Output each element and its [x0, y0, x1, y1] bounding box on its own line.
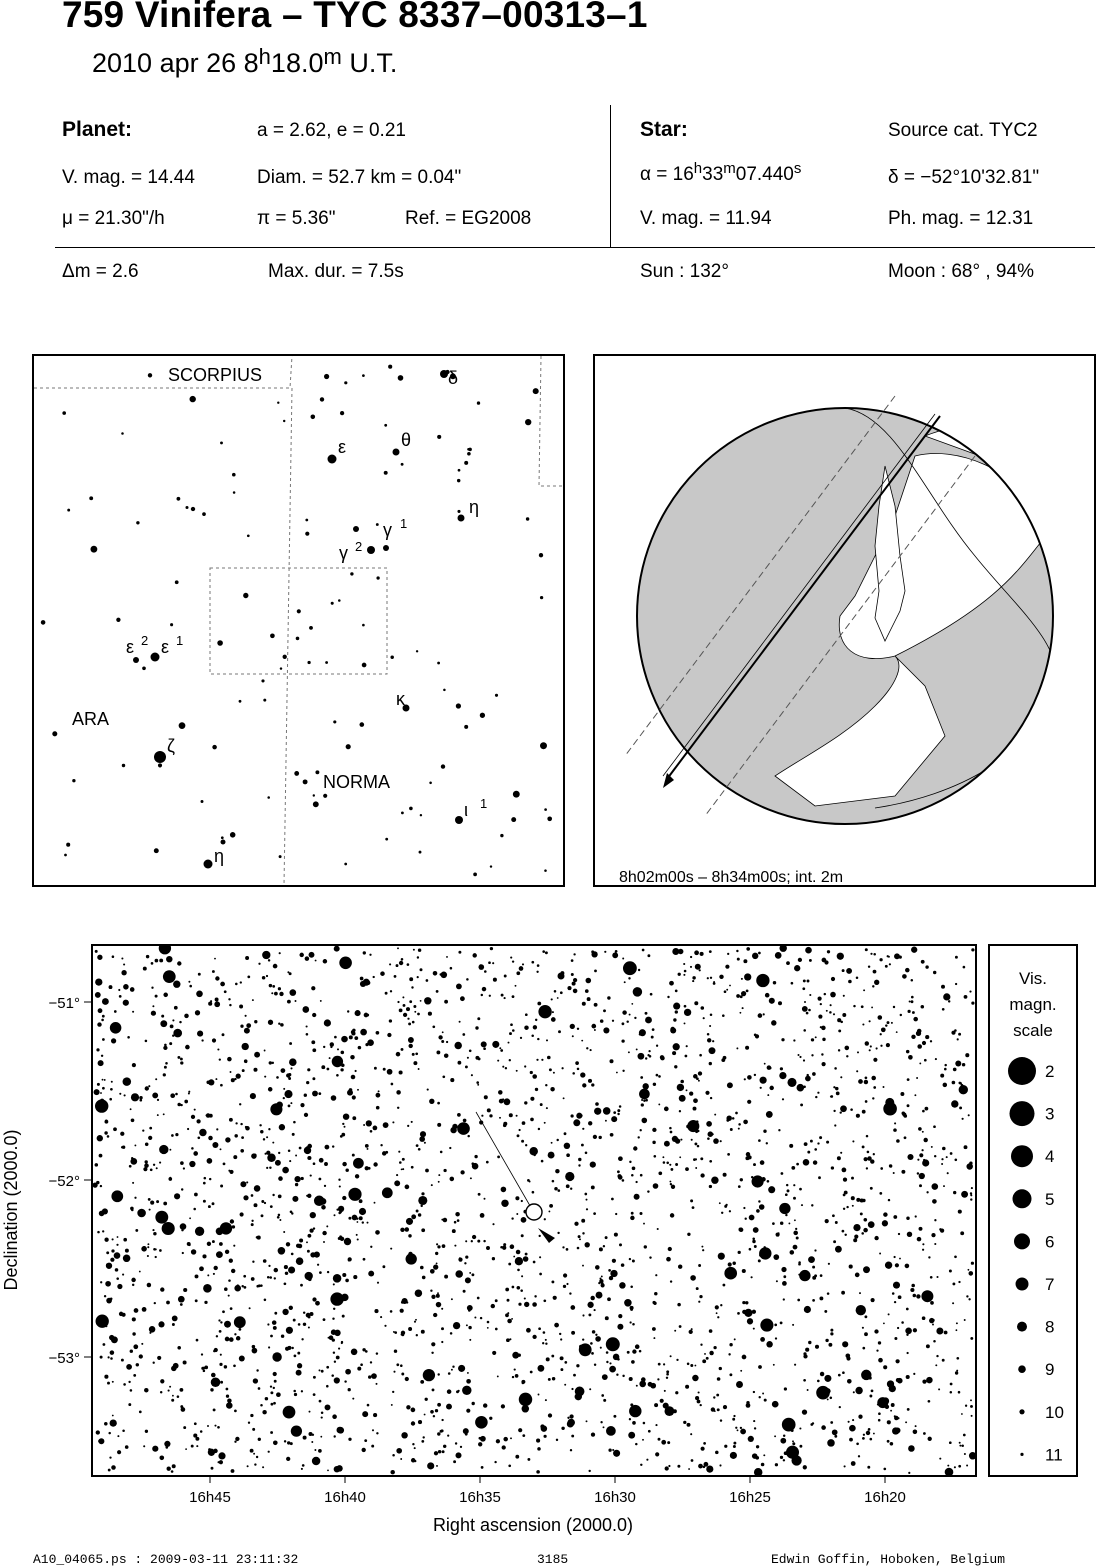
finder-star	[294, 771, 299, 776]
finder-star	[270, 633, 275, 638]
label-kappa: κ	[396, 689, 405, 709]
legend-magnitude-dot	[1020, 1453, 1023, 1456]
moon-elongation: Moon : 68° , 94%	[888, 261, 1034, 282]
label-eps1: ε	[161, 637, 170, 657]
finder-star	[477, 401, 480, 404]
finder-star	[544, 808, 547, 811]
planet-vmag: V. mag. = 14.44	[62, 167, 195, 188]
finder-star	[467, 452, 471, 456]
finder-star	[458, 469, 461, 472]
label-theta: θ	[401, 430, 412, 450]
finder-star	[175, 580, 179, 584]
legend-title: Vis.	[1018, 969, 1048, 988]
finder-star	[401, 463, 404, 466]
finder-star	[409, 807, 413, 811]
legend-magnitude-dot	[1011, 1145, 1033, 1167]
legend-title: scale	[1013, 1021, 1053, 1040]
planet-reference: Ref. = EG2008	[405, 208, 532, 229]
finder-star	[296, 637, 300, 641]
ra-tick-label: 16h35	[459, 1489, 501, 1506]
finder-named-star	[367, 546, 375, 554]
finder-star	[344, 863, 347, 866]
label-iota1: ι	[464, 800, 468, 820]
label-gamma2: γ	[339, 543, 348, 563]
finder-star	[62, 411, 66, 415]
finder-star	[525, 419, 531, 425]
finder-star	[362, 663, 367, 668]
finder-named-star	[204, 860, 213, 869]
finder-named-star	[455, 816, 463, 824]
finder-star	[202, 512, 206, 516]
constellation-scorpius: SCORPIUS	[168, 365, 263, 385]
finder-star	[490, 865, 492, 867]
finder-star	[344, 381, 347, 384]
finder-star	[500, 834, 503, 837]
label-eps2-index: 2	[141, 633, 149, 648]
legend-magnitude-dot	[1008, 1057, 1036, 1085]
finder-star	[267, 796, 270, 799]
legend-magnitude-label: 10	[1045, 1402, 1064, 1422]
globe-panel	[593, 354, 1096, 887]
finder-star	[170, 623, 173, 626]
finder-star	[116, 618, 120, 622]
finder-star	[324, 374, 329, 379]
finder-star	[464, 725, 468, 729]
finder-star	[303, 779, 308, 784]
finder-star	[136, 521, 139, 524]
finder-star	[384, 471, 388, 475]
finder-star	[121, 432, 124, 435]
label-zeta: ζ	[167, 736, 175, 756]
finder-star	[416, 650, 418, 652]
finder-star	[220, 441, 223, 444]
legend-title: magn.	[1009, 995, 1057, 1014]
finder-star	[350, 572, 353, 575]
ra-tick-label: 16h30	[594, 1489, 636, 1506]
label-delta: δ	[448, 368, 459, 388]
finder-star	[41, 620, 46, 625]
page-title: 759 Vinifera – TYC 8337–00313–1	[62, 0, 648, 35]
finder-star	[66, 843, 70, 847]
finder-star	[325, 661, 328, 664]
finder-star	[540, 742, 547, 749]
finder-star	[64, 854, 67, 857]
globe-svg	[595, 356, 1094, 885]
finder-star	[362, 374, 365, 377]
star-heading: Star:	[640, 118, 688, 141]
finder-star	[376, 523, 379, 526]
finder-star	[437, 435, 441, 439]
finder-star	[533, 388, 539, 394]
finder-star	[385, 838, 388, 841]
finder-star	[52, 731, 57, 736]
legend-magnitude-label: 9	[1045, 1360, 1055, 1380]
magnitude-legend-svg	[990, 946, 1076, 1475]
finder-named-star	[383, 545, 389, 551]
finder-named-star	[458, 515, 465, 522]
finder-star	[305, 532, 309, 536]
star-source-catalog: Source cat. TYC2	[888, 120, 1038, 141]
finder-star	[191, 507, 195, 511]
finder-star	[221, 836, 224, 839]
finder-star	[263, 699, 266, 702]
finder-star	[212, 745, 217, 750]
finder-named-star	[328, 455, 337, 464]
finder-star	[456, 703, 461, 708]
finder-star	[177, 497, 181, 501]
planet-parallax: π = 5.36"	[257, 208, 336, 229]
footer-author: Edwin Goffin, Hoboken, Belgium	[771, 1552, 1006, 1567]
legend-magnitude-dot	[1010, 1101, 1035, 1126]
finder-star	[311, 415, 316, 420]
label-eta-ara: η	[214, 846, 225, 866]
finder-star	[346, 744, 351, 749]
legend-magnitude-label: 5	[1045, 1189, 1055, 1209]
finder-star	[390, 655, 393, 658]
finder-star	[247, 534, 250, 537]
dec-tick-label: −53°	[48, 1350, 80, 1367]
finder-star	[437, 662, 440, 665]
finder-named-star	[221, 840, 226, 845]
finder-star	[239, 700, 242, 703]
legend-magnitude-dot	[1017, 1322, 1027, 1332]
finder-star	[384, 424, 387, 427]
label-iota1-index: 1	[480, 796, 488, 811]
finder-star	[429, 782, 432, 785]
finder-star	[473, 873, 477, 877]
finder-star	[154, 848, 159, 853]
chart-field-outline	[210, 568, 387, 674]
legend-magnitude-label: 2	[1045, 1062, 1055, 1081]
finder-star	[283, 420, 285, 422]
finder-star	[91, 546, 98, 553]
finder-star	[158, 763, 162, 767]
finder-star	[340, 411, 344, 415]
legend-magnitude-dot	[1014, 1233, 1030, 1249]
constellation-ara: ARA	[72, 709, 110, 729]
finder-star	[398, 375, 404, 381]
star-declination: δ = −52°10'32.81"	[888, 167, 1040, 188]
finder-star	[495, 694, 498, 697]
legend-magnitude-dot	[1018, 1365, 1026, 1373]
finder-star	[307, 661, 310, 664]
label-eta-sco: η	[469, 497, 480, 517]
finder-star	[313, 801, 319, 807]
finder-star	[261, 679, 264, 682]
finder-star	[277, 402, 279, 404]
finder-star	[376, 576, 379, 579]
finder-star	[297, 609, 301, 613]
star-chart-axes	[0, 940, 1096, 1568]
label-gamma2-index: 2	[355, 539, 363, 554]
constellation-norma: NORMA	[323, 772, 390, 792]
label-gamma1-index: 1	[400, 516, 408, 531]
finder-star	[72, 779, 75, 782]
finder-star	[179, 722, 186, 729]
event-date: 2010 apr 26	[92, 48, 237, 78]
legend-items	[1008, 1057, 1064, 1464]
finder-star	[540, 596, 543, 599]
finder-star	[420, 814, 422, 816]
finder-star	[283, 655, 287, 659]
dec-tick-label: −52°	[48, 1173, 80, 1190]
finder-star	[359, 722, 364, 727]
finder-star	[362, 624, 365, 627]
star-right-ascension: $\alpha = 16^h33^m07.440^s$	[640, 160, 802, 185]
finder-star	[333, 720, 336, 723]
finder-star	[323, 794, 327, 798]
finder-named-star	[154, 751, 166, 763]
finder-star	[67, 509, 70, 512]
info-column-divider	[610, 105, 611, 248]
planet-diameter: Diam. = 52.7 km = 0.04"	[257, 167, 462, 188]
finder-chart	[32, 354, 565, 887]
finder-star	[544, 869, 547, 872]
finder-star	[539, 553, 543, 557]
star-vmag: V. mag. = 11.94	[640, 208, 772, 229]
finder-star	[457, 479, 460, 482]
motion-arrow	[663, 773, 674, 788]
magnitude-drop: Δm = 2.6	[62, 261, 139, 282]
finder-star	[320, 397, 324, 401]
legend-magnitude-label: 7	[1045, 1275, 1055, 1294]
max-duration: Max. dur. = 7.5s	[268, 261, 404, 282]
finder-star	[315, 770, 319, 774]
sun-elongation: Sun : 132°	[640, 261, 729, 282]
finder-star	[313, 794, 315, 796]
event-datetime: 2010 apr 26 8$^h$18.0$^m$ U.T.	[92, 44, 398, 78]
ra-tick-label: 16h20	[864, 1489, 906, 1506]
magnitude-legend	[988, 944, 1078, 1477]
planet-motion: μ = 21.30"/h	[62, 208, 165, 229]
finder-star	[464, 461, 468, 465]
finder-star	[122, 764, 125, 767]
legend-magnitude-label: 4	[1045, 1147, 1055, 1167]
finder-star	[232, 473, 236, 477]
ra-tick-label: 16h40	[324, 1489, 366, 1506]
x-axis-label: Right ascension (2000.0)	[432, 1515, 634, 1535]
legend-magnitude-label: 11	[1045, 1445, 1063, 1465]
info-row-divider	[55, 247, 1095, 248]
label-eps2: ε	[126, 637, 135, 657]
ra-tick-label: 16h25	[729, 1489, 771, 1506]
constellation-boundary	[539, 356, 563, 486]
finder-star	[280, 667, 282, 669]
finder-star	[233, 491, 236, 494]
finder-star	[388, 365, 392, 369]
finder-star	[230, 832, 236, 838]
finder-star	[331, 602, 334, 605]
finder-star	[217, 640, 223, 646]
finder-named-star	[353, 526, 359, 532]
y-axis-label: Declination (2000.0)	[1, 1129, 21, 1291]
star-phmag: Ph. mag. = 12.31	[888, 208, 1034, 229]
finder-star	[513, 791, 520, 798]
finder-star	[309, 626, 313, 630]
legend-magnitude-dot	[1016, 1278, 1029, 1291]
ra-tick-label: 16h45	[189, 1489, 231, 1506]
finder-star	[419, 851, 422, 854]
finder-star	[338, 599, 341, 602]
planet-orbit: a = 2.62, e = 0.21	[257, 120, 406, 141]
finder-star	[511, 817, 516, 822]
legend-magnitude-label: 6	[1045, 1232, 1055, 1252]
legend-magnitude-label: 8	[1045, 1317, 1055, 1337]
finder-stars	[41, 365, 552, 877]
finder-star	[441, 764, 445, 768]
finder-star	[457, 510, 460, 513]
finder-star	[185, 506, 188, 509]
legend-magnitude-dot	[1013, 1189, 1032, 1208]
footer-file-info: A10_04065.ps : 2009-03-11 23:11:32	[33, 1552, 299, 1567]
label-gamma1: γ	[383, 520, 392, 540]
label-eps1-index: 1	[176, 633, 184, 648]
globe-time-caption: 8h02m00s – 8h34m00s; int. 2m	[619, 869, 844, 885]
finder-star	[243, 593, 248, 598]
finder-star	[148, 373, 152, 377]
finder-star	[547, 816, 552, 821]
label-epsilon: ε	[338, 437, 347, 457]
finder-chart-svg	[34, 356, 563, 885]
finder-star	[142, 666, 146, 670]
constellation-boundary	[284, 388, 292, 885]
planet-heading: Planet:	[62, 118, 133, 141]
legend-magnitude-dot	[1019, 1409, 1024, 1414]
finder-star	[89, 496, 93, 500]
finder-named-star	[133, 657, 139, 663]
legend-magnitude-label: 3	[1045, 1104, 1055, 1124]
finder-star	[480, 713, 485, 718]
finder-star	[279, 855, 282, 858]
dec-tick-label: −51°	[48, 995, 80, 1012]
finder-named-star	[393, 449, 400, 456]
finder-star	[305, 519, 308, 522]
finder-star	[401, 812, 404, 815]
finder-star	[201, 800, 204, 803]
finder-star	[190, 396, 196, 402]
finder-star	[468, 448, 472, 452]
finder-star	[443, 689, 446, 692]
finder-star	[526, 517, 529, 520]
footer-number: 3185	[537, 1552, 569, 1567]
finder-named-star	[151, 653, 160, 662]
